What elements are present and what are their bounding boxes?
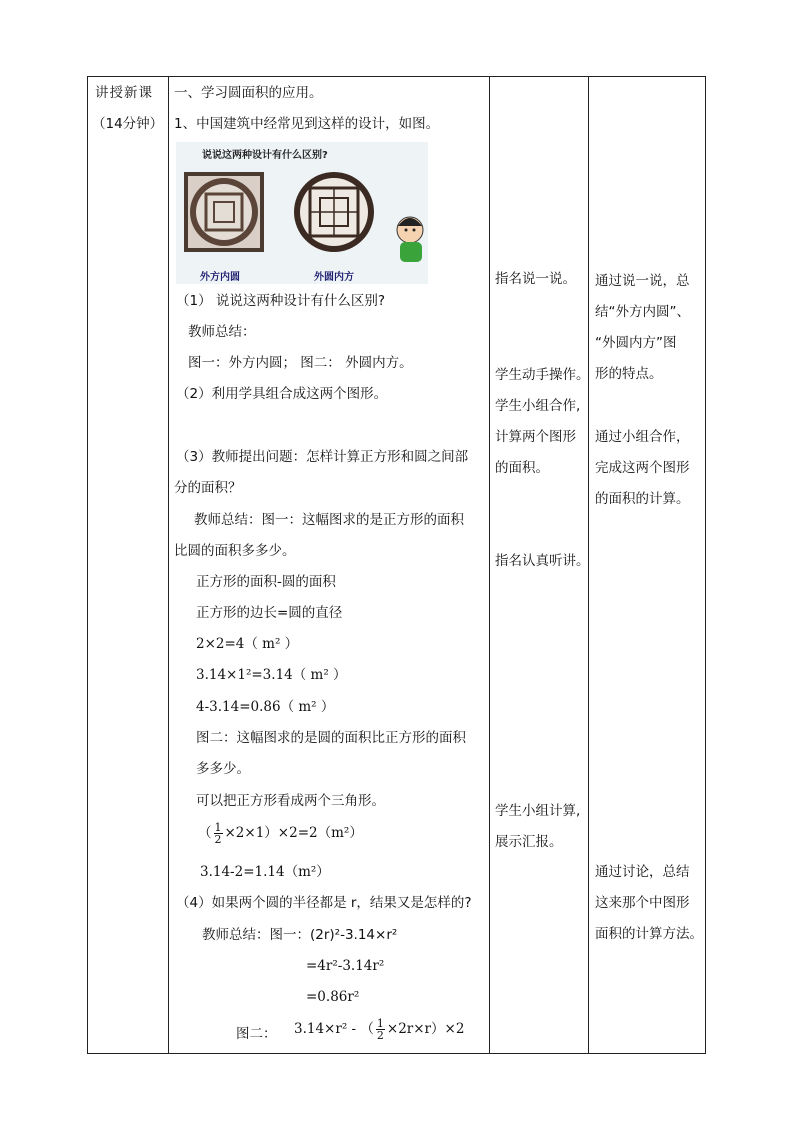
column-divider (168, 77, 169, 1053)
fraction-half-2 (376, 1018, 385, 1041)
purpose-3: “外圆内方”图 (595, 335, 677, 351)
activity-8: 展示汇报。 (495, 834, 563, 850)
figure2-text-b: 多多少。 (196, 761, 250, 777)
formula-4: 3.14×1²=3.14（ m² ） (196, 667, 347, 683)
right-caption: 外圆内方 (314, 272, 354, 283)
purpose-7: 的面积的计算。 (595, 491, 690, 507)
summary-1: 图一：外方内圆； 图二： 外圆内方。 (188, 355, 413, 371)
question-3a: （3）教师提出问题：怎样计算正方形和圆之间部 (176, 449, 469, 465)
question-3b: 分的面积？ (174, 480, 242, 496)
design-illustration (176, 142, 428, 284)
summary-3: 教师总结：图一：(2r)²-3.14×r² (202, 927, 398, 943)
purpose-8: 通过讨论，总结 (595, 864, 690, 880)
fraction-denominator: 2 (376, 1029, 384, 1042)
formula-6-rest: ×2×1）×2=2（m²） (224, 825, 363, 841)
formula-9: =0.86r² (306, 989, 360, 1005)
question-2: （2）利用学具组合成这两个图形。 (176, 386, 388, 402)
formula-10 (294, 1018, 464, 1041)
section-heading: 一、学习圆面积的应用。 (174, 85, 323, 101)
purpose-9: 这来那个中图形 (595, 895, 690, 911)
activity-5: 的面积。 (495, 460, 549, 476)
formula-6-open: （ (198, 825, 212, 841)
formula-5: 4-3.14=0.86（ m² ） (196, 699, 335, 715)
figure2-text-a: 图二：这幅图求的是圆的面积比正方形的面积 (196, 730, 466, 746)
figure-question: 说说这两种设计有什么区别? (202, 150, 328, 161)
column-divider (489, 77, 490, 1053)
purpose-5: 通过小组合作， (595, 429, 690, 445)
purpose-1: 通过说一说，总 (595, 273, 690, 289)
purpose-6: 完成这两个图形 (595, 460, 690, 476)
left-caption: 外方内圆 (200, 272, 240, 283)
fraction-half (214, 822, 223, 845)
purpose-2: 结“外方内圆”、 (595, 304, 690, 320)
question-1: （1） 说说这两种设计有什么区别? (176, 293, 386, 309)
question-4: （4）如果两个圆的半径都是 r，结果又是怎样的? (176, 895, 472, 911)
fraction-denominator: 2 (214, 833, 222, 846)
activity-4: 计算两个图形 (495, 429, 576, 445)
formula-6 (198, 822, 363, 845)
formula-2: 正方形的边长=圆的直径 (196, 605, 343, 621)
summary-label: 教师总结： (188, 324, 256, 340)
formula-1: 正方形的面积-圆的面积 (196, 574, 336, 590)
formula-10-open: 3.14×r² - （ (294, 1021, 374, 1037)
section-time: （14分钟） (92, 116, 164, 132)
formula-8: =4r²-3.14r² (306, 958, 385, 974)
section-title: 讲授新课 (95, 85, 153, 101)
activity-7: 学生小组计算, (495, 803, 581, 819)
activity-1: 指名说一说。 (495, 271, 576, 287)
summary-2a: 教师总结：图一：这幅图求的是正方形的面积 (194, 512, 464, 528)
design-figure (176, 142, 428, 284)
activity-2: 学生动手操作。 (495, 367, 590, 383)
activity-3: 学生小组合作, (495, 398, 581, 414)
purpose-10: 面积的计算方法。 (595, 926, 703, 942)
intro-text: 1、中国建筑中经常见到这样的设计，如图。 (174, 116, 440, 132)
formula-7: 3.14-2=1.14（m²） (200, 864, 330, 880)
activity-6: 指名认真听讲。 (495, 553, 590, 569)
fraction-numerator: 1 (214, 821, 222, 834)
formula-10-rest: ×2r×r）×2 (386, 1021, 465, 1037)
fraction-numerator: 1 (376, 1017, 384, 1030)
purpose-4: 形的特点。 (595, 366, 663, 382)
summary-2b: 比圆的面积多多少。 (174, 543, 296, 559)
triangle-text: 可以把正方形看成两个三角形。 (196, 793, 385, 809)
figure2-label: 图二： (236, 1026, 277, 1042)
formula-3: 2×2=4（ m² ） (196, 636, 299, 652)
